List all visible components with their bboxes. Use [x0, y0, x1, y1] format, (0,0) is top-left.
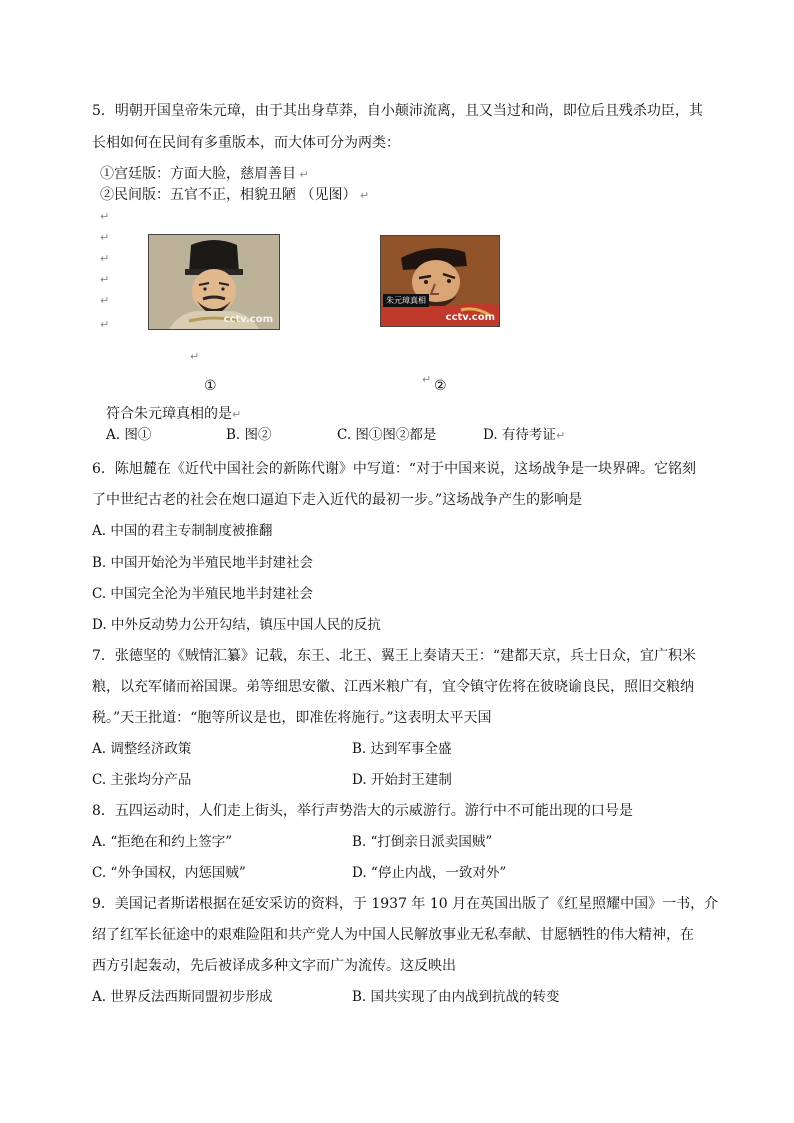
- image1-caption: ①: [204, 378, 217, 394]
- q8-line1: 8．五四运动时，人们走上街头，举行声势浩大的示威游行。游行中不可能出现的口号是: [92, 803, 633, 819]
- cctv-watermark: cctv.com: [223, 314, 273, 325]
- q8-option-c: C. “外争国权，内惩国贼”: [92, 865, 246, 881]
- q7-option-d: D. 开始封王建制: [352, 772, 452, 788]
- q5-version1: ①宫廷版：方面大脸，慈眉善目 ↵: [100, 166, 309, 182]
- q5-stem: 符合朱元璋真相的是↵: [106, 406, 242, 422]
- q6-option-b: B. 中国开始沦为半殖民地半封建社会: [92, 555, 314, 571]
- q5-option-b: B. 图②: [226, 427, 272, 443]
- q7-line1: 7．张德坚的《贼情汇纂》记载，东王、北王、翼王上奏请天王：“建都天京，兵士日众，宜广积米: [92, 648, 697, 664]
- image2-caption: ②: [434, 378, 447, 394]
- q5-line2: 长相如何在民间有多重版本，而大体可分为两类：: [92, 135, 400, 151]
- paragraph-mark: ↵: [100, 273, 110, 286]
- q9-line3: 西方引起轰动，先后被译成多种文字而广为流传。这反映出: [92, 958, 456, 974]
- q5-version2: ②民间版：五官不正，相貌丑陋 （见图） ↵: [100, 187, 370, 203]
- q8-option-b: B. “打倒亲日派卖国贼”: [352, 834, 493, 850]
- q7-option-a: A. 调整经济政策: [92, 741, 192, 757]
- court-portrait-image: [148, 234, 280, 330]
- image-label-caption: 朱元璋真相: [383, 294, 429, 307]
- q8-option-a: A. “拒绝在和约上签字”: [92, 834, 233, 850]
- q5-option-c: C. 图①图②都是: [337, 427, 437, 443]
- paragraph-mark: ↵: [100, 294, 110, 307]
- q7-line3: 税。”天王批道：“胞等所议是也，即准佐将施行。”这表明太平天国: [92, 710, 492, 726]
- paragraph-mark: ↵: [422, 373, 432, 386]
- q9-line1: 9．美国记者斯诺根据在延安采访的资料，于 1937 年 10 月在英国出版了《红星照耀中国》一书，介: [92, 896, 719, 912]
- paragraph-mark: ↵: [100, 318, 110, 331]
- q6-option-c: C. 中国完全沦为半殖民地半封建社会: [92, 586, 313, 602]
- q9-option-b: B. 国共实现了由内战到抗战的转变: [352, 989, 560, 1005]
- q9-option-a: A. 世界反法西斯同盟初步形成: [92, 989, 273, 1005]
- q5-option-d: D. 有待考证↵: [483, 427, 566, 443]
- q7-option-b: B. 达到军事全盛: [352, 741, 452, 757]
- q6-line1: 6．陈旭麓在《近代中国社会的新陈代谢》中写道：“对于中国来说，这场战争是一块界碑。它铭刻: [92, 461, 697, 477]
- q6-option-d: D. 中外反动势力公开勾结，镇压中国人民的反抗: [92, 617, 381, 633]
- q7-option-c: C. 主张均分产品: [92, 772, 192, 788]
- paragraph-mark: ↵: [100, 210, 110, 223]
- q5-option-a: A. 图①: [106, 427, 152, 443]
- folk-portrait-image: [380, 235, 500, 327]
- q6-line2: 了中世纪古老的社会在炮口逼迫下走入近代的最初一步。”这场战争产生的影响是: [92, 492, 583, 508]
- paragraph-mark: ↵: [190, 350, 200, 363]
- q5-line1: 5．明朝开国皇帝朱元璋，由于其出身草莽，自小颠沛流离，且又当过和尚，即位后且残杀功臣，其: [92, 103, 703, 119]
- cctv-watermark: cctv.com: [445, 312, 495, 323]
- paragraph-mark: ↵: [100, 252, 110, 265]
- paragraph-mark: ↵: [100, 231, 110, 244]
- q8-option-d: D. “停止内战，一致对外”: [352, 865, 507, 881]
- q7-line2: 粮，以充军储而裕国课。弟等细思安徽、江西米粮广有，宜令镇守佐将在彼晓谕良民，照旧交粮纳: [92, 679, 694, 695]
- q9-line2: 绍了红军长征途中的艰难险阻和共产党人为中国人民解放事业无私奉献、甘愿牺牲的伟大精神，在: [92, 927, 694, 943]
- q6-option-a: A. 中国的君主专制制度被推翻: [92, 523, 273, 539]
